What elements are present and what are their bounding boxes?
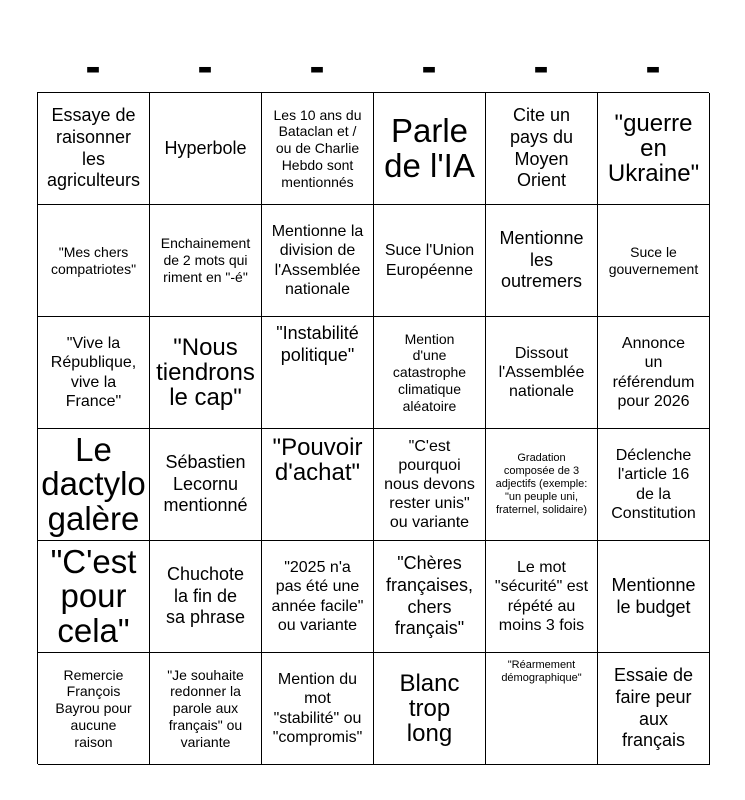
bingo-cell[interactable]: Suce le gouvernement (598, 205, 710, 317)
bingo-cell[interactable]: Sébastien Lecornu mentionné (150, 429, 262, 541)
bingo-cell[interactable]: Essaye de raisonner les agriculteurs (38, 93, 150, 205)
bingo-cell[interactable]: Suce l'Union Européenne (374, 205, 486, 317)
header-letter: - (197, 40, 213, 92)
bingo-cell[interactable]: Les 10 ans du Bataclan et / ou de Charlie Hebdo sont mentionnés (262, 93, 374, 205)
bingo-cell[interactable]: Mention du mot "stabilité" ou "compromis" (262, 653, 374, 765)
bingo-cell[interactable]: "guerre en Ukraine" (598, 93, 710, 205)
bingo-cell[interactable]: Remercie François Bayrou pour aucune raison (38, 653, 150, 765)
bingo-cell[interactable]: Mentionne la division de l'Assemblée nationale (262, 205, 374, 317)
header-letter: - (421, 40, 437, 92)
bingo-cell[interactable]: "Je souhaite redonner la parole aux français" ou variante (150, 653, 262, 765)
header-letter: - (309, 40, 325, 92)
bingo-cell[interactable]: Mention d'une catastrophe climatique aléatoire (374, 317, 486, 429)
bingo-cell[interactable]: Mentionne le budget (598, 541, 710, 653)
header-letter: - (85, 40, 101, 92)
bingo-cell[interactable]: "Instabilité politique" (262, 317, 374, 429)
bingo-cell[interactable]: Blanc trop long (374, 653, 486, 765)
bingo-cell[interactable]: "Réarmement démographique" (486, 653, 598, 765)
bingo-cell[interactable]: Annonce un référendum pour 2026 (598, 317, 710, 429)
bingo-cell[interactable]: "C'est pour cela" (38, 541, 150, 653)
bingo-header (37, 40, 709, 92)
bingo-cell[interactable]: Le mot "sécurité" est répété au moins 3 fois (486, 541, 598, 653)
bingo-cell[interactable]: Parle de l'IA (374, 93, 486, 205)
header-letter: - (533, 40, 549, 92)
bingo-cell[interactable]: "Vive la République, vive la France" (38, 317, 150, 429)
bingo-cell[interactable]: Dissout l'Assemblée nationale (486, 317, 598, 429)
bingo-cell[interactable]: "2025 n'a pas été une année facile" ou variante (262, 541, 374, 653)
bingo-cell[interactable]: Déclenche l'article 16 de la Constitution (598, 429, 710, 541)
bingo-cell[interactable]: Le dactylo galère (38, 429, 150, 541)
bingo-cell[interactable]: "Pouvoir d'achat" (262, 429, 374, 541)
bingo-cell[interactable]: "Chères françaises, chers français" (374, 541, 486, 653)
bingo-grid (37, 92, 709, 764)
bingo-cell[interactable]: "Mes chers compatriotes" (38, 205, 150, 317)
bingo-cell[interactable]: "Nous tiendrons le cap" (150, 317, 262, 429)
bingo-cell[interactable]: Chuchote la fin de sa phrase (150, 541, 262, 653)
bingo-cell[interactable]: Mentionne les outremers (486, 205, 598, 317)
bingo-cell[interactable]: Hyperbole (150, 93, 262, 205)
bingo-cell[interactable]: Cite un pays du Moyen Orient (486, 93, 598, 205)
header-letter: - (645, 40, 661, 92)
bingo-cell[interactable]: Gradation composée de 3 adjectifs (exemple: "un peuple uni, fraternel, solidaire) (486, 429, 598, 541)
bingo-cell[interactable]: Essaie de faire peur aux français (598, 653, 710, 765)
bingo-cell[interactable]: Enchainement de 2 mots qui riment en "-é" (150, 205, 262, 317)
bingo-cell[interactable]: "C'est pourquoi nous devons rester unis" ou variante (374, 429, 486, 541)
